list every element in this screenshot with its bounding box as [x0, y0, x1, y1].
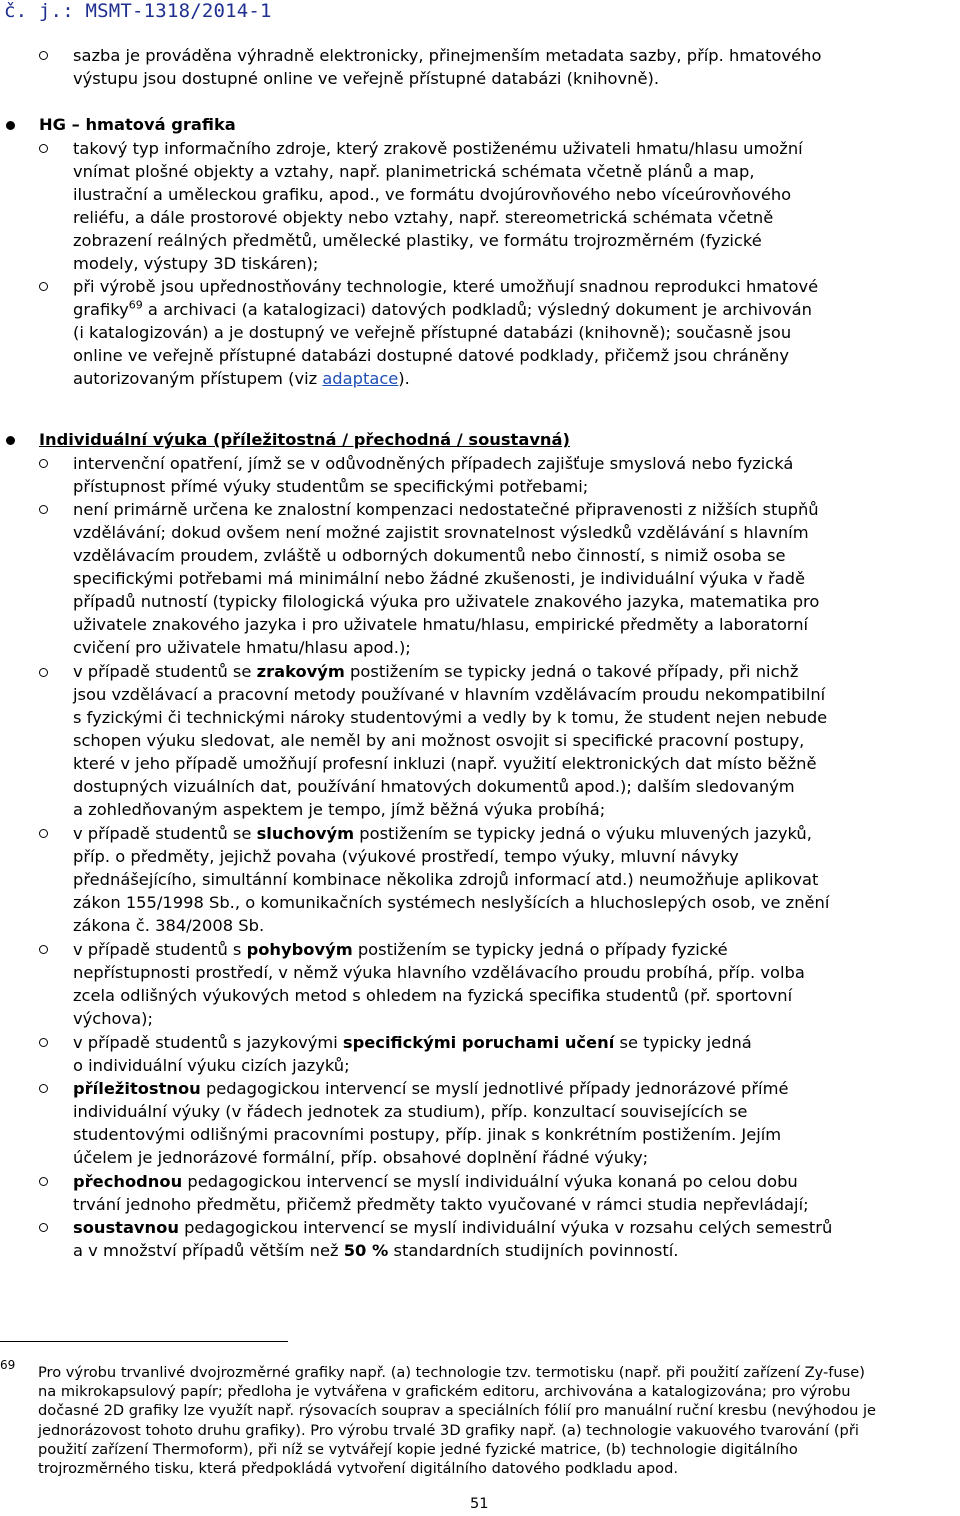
circle-bullet-icon	[39, 829, 48, 838]
footnote-separator	[0, 1341, 288, 1342]
list-item: v případě studentů se zrakovým postižením se typicky jedná o takové případy, při nichž jsou vzdělávací a pracovní metody používané v hlavním vzdělávacím proudu nekompatibilní s fyzickými či technickými nároky studentovými a vedly by k tomu, že student nejen nebude schopen výuku sledovat, ale neměl by ani možnost osvojit si specifické pracovní postupy, které v jeho případě umožňují profesní inkluzi (např. využití elektronických dat místo běžně dostupných vizuálních dat, používání hmatových dokumentů apod.); dalším sledovaným a zohledňovaným aspektem je tempo, jímž běžná výuka probíhá;	[73, 662, 828, 819]
footnote-text: Pro výrobu trvanlivé dvojrozměrné grafiky např. (a) technologie tzv. termotisku (např. při použití zařízení Zy-fuse) na mikrokapsulový papír; předloha je vytvářena v grafickém editoru, archivována a katalogizována; pro výrobu dočasné 2D grafiky lze využít např. rýsovacích souprav a speciálních fólií pro manuální ruční kresbu (nevýhodou je jednorázovost tohoto druhu grafiky). Pro výrobu trvalé 3D grafiky např. (a) technologie vakuového tvarování (při použití zařízení Thermoform), při níž se vytvářejí kopie jedné fyzické matrice, (b) technologie digitálního trojrozměrného tisku, která předpokládá vytvoření digitálního datového podkladu apod.	[38, 1364, 876, 1478]
list-item: soustavnou pedagogickou intervencí se myslí individuální výuka v rozsahu celých semestrů a v množství případů větším než 50 % standardních studijních povinností.	[73, 1218, 833, 1260]
list-item: intervenční opatření, jímž se v odůvodněných případech zajišťuje smyslová nebo fyzická přístupnost přímé výuky studentům se specifickými potřebami;	[73, 454, 794, 496]
circle-bullet-icon	[39, 459, 48, 468]
page-number: 51	[470, 1495, 489, 1512]
circle-bullet-icon	[39, 1084, 48, 1093]
footnote-reference[interactable]: 69	[128, 298, 143, 312]
circle-bullet-icon	[39, 1223, 48, 1232]
list-item: sazba je prováděna výhradně elektronicky, přinejmenším metadata sazby, příp. hmatového výstupu jsou dostupné online ve veřejně přístupné databázi (knihovně).	[73, 46, 822, 88]
list-item: není primárně určena ke znalostní kompenzaci nedostatečné připravenosti z nižších stupňů vzdělávání; dokud ovšem není možné zajistit srovnatelnost výsledků vzdělávání s hlavním vzdělávacím proudem, zvláště u odborných dokumentů nebo činností, s nimiž osoba se specifickými potřebami má minimální nebo žádné zkušenosti, je individuální výuka v řadě případů nutností (typicky filologická výuka pro uživatele znakového jazyka, matematika pro uživatele znakového jazyka i pro uživatele hmatu/hlasu, empirické předměty a laboratorní cvičení pro uživatele hmatu/hlasu apod.);	[73, 500, 820, 657]
list-item: takový typ informačního zdroje, který zrakově postiženému uživateli hmatu/hlasu umožní vnímat plošné objekty a vztahy, např. planimetrická schémata včetně plánů a map, ilustrační a uměleckou grafiku, apod., ve formátu dvojúrovňového nebo víceúrovňového reliéfu, a dále prostorové objekty nebo vztahy, např. stereometrická schémata včetně zobrazení reálných předmětů, umělecké plastiky, ve formátu trojrozměrném (fyzické modely, výstupy 3D tiskáren);	[73, 139, 803, 273]
circle-bullet-icon	[39, 1177, 48, 1186]
list-item: v případě studentů s jazykovými specifickými poruchami učení se typicky jedná o individuální výuku cizích jazyků;	[73, 1033, 752, 1075]
circle-bullet-icon	[39, 945, 48, 954]
bullet-icon	[6, 436, 15, 445]
list-item: v případě studentů se sluchovým postižením se typicky jedná o výuku mluvených jazyků, příp. o předměty, jejichž povaha (výukové prostředí, tempo výuky, mluvní návyky přednášejícího, simultánní kombinace několika zdrojů informací atd.) neumožňuje aplikovat zákon 155/1998 Sb., o komunikačních systémech neslyšících a hluchoslepých osob, ve znění zákona č. 384/2008 Sb.	[73, 824, 830, 935]
circle-bullet-icon	[39, 505, 48, 514]
list-item: příležitostnou pedagogickou intervencí se myslí jednotlivé případy jednorázové přímé individuální výuky (v řádech jednotek za studium), příp. konzultací souvisejících se studentovými odlišnými pracovními postupy, příp. jinak s konkrétním postižením. Jejím účelem je jednorázové formální, příp. obsahové doplnění řádné výuky;	[73, 1079, 789, 1167]
circle-bullet-icon	[39, 51, 48, 60]
list-item: v případě studentů s pohybovým postižením se typicky jedná o případy fyzické nepřístupnosti prostředí, v němž výuka hlavního vzdělávacího proudu probíhá, příp. volba zcela odlišných výukových metod s ohledem na fyzická specifika studentů (př. sportovní výchova);	[73, 940, 805, 1028]
circle-bullet-icon	[39, 144, 48, 153]
circle-bullet-icon	[39, 668, 48, 677]
bullet-icon	[6, 121, 15, 130]
adaptace-link[interactable]: adaptace	[322, 369, 399, 388]
section-heading-individualni-vyuka: Individuální výuka (příležitostná / přechodná / soustavná)	[39, 430, 570, 449]
circle-bullet-icon	[39, 282, 48, 291]
footnote-number: 69	[0, 1358, 16, 1372]
section-heading-hg: HG – hmatová grafika	[39, 115, 236, 134]
document-reference: č. j.: MSMT-1318/2014-1	[4, 0, 272, 22]
circle-bullet-icon	[39, 1038, 48, 1047]
list-item: přechodnou pedagogickou intervencí se myslí individuální výuka konaná po celou dobu trvání jednoho předmětu, přičemž předměty takto vyučované v rámci studia nepřevládají;	[73, 1172, 809, 1214]
list-item: při výrobě jsou upřednostňovány technologie, které umožňují snadnou reprodukci hmatové grafiky$^{69}$ a archivaci (a katalogizaci) datových podkladů; výsledný dokument je archivován (i katalogizován) a je dostupný ve veřejně přístupné databázi (knihovně); současně jsou online ve veřejně přístupné databázi dostupné datové podklady, přičemž jsou chráněny autorizovaným přístupem (viz adaptace).	[73, 277, 819, 388]
